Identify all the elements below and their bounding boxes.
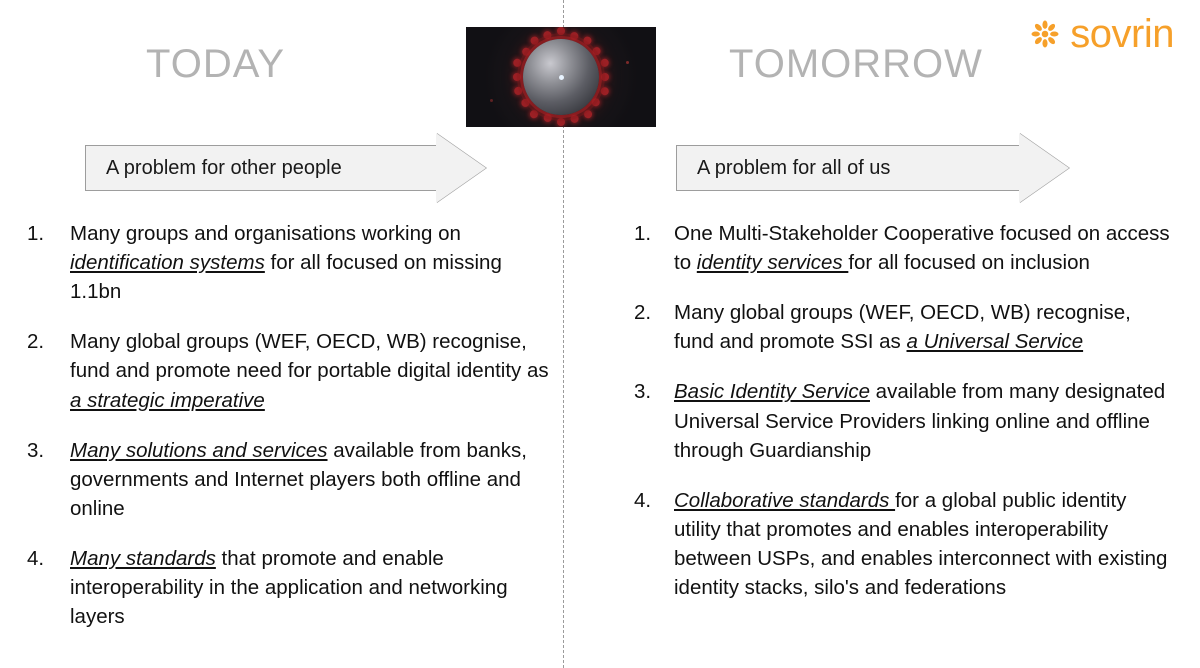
- banner-tomorrow: [676, 133, 1069, 203]
- list-item: [626, 486, 1171, 602]
- list-item-text: Many standards that promote and enable interoperability in the application and networking layers: [70, 546, 508, 629]
- list-item: [22, 436, 552, 523]
- banner-tomorrow-label: A problem for all of us: [676, 145, 1020, 191]
- list-item-number: 3.: [27, 438, 45, 462]
- list-item-number: 1.: [634, 222, 652, 245]
- coronavirus-particle-image: [466, 27, 656, 127]
- arrow-head-icon: [1019, 133, 1069, 203]
- arrow-head-icon: [436, 133, 486, 203]
- list-item-text: Many solutions and services available from banks, governments and Internet players both offline and online: [70, 438, 527, 520]
- list-item-text: Many global groups (WEF, OECD, WB) recognise, fund and promote SSI as a Universal Service: [674, 301, 1131, 354]
- list-item-number: 2.: [634, 301, 652, 325]
- list-item-text: Many groups and organisations working on identification systems for all focused on missing 1.1bn: [70, 222, 502, 304]
- list-item-text: Basic Identity Service available from many designated Universal Service Providers linking online and offline through Guardianship: [674, 380, 1166, 462]
- list-item: [22, 219, 552, 306]
- list-today: [22, 219, 552, 652]
- list-item-number: 3.: [634, 380, 652, 404]
- list-item-number: 2.: [27, 330, 45, 354]
- heading-today: TODAY: [146, 42, 286, 86]
- list-item-text: Many global groups (WEF, OECD, WB) recognise, fund and promote need for portable digital identity as a strategic imperative: [70, 330, 549, 412]
- list-item-text: One Multi-Stakeholder Cooperative focused on access to identity services for all focused on inclusion: [674, 222, 1170, 275]
- brand-logo: [1030, 14, 1174, 54]
- heading-tomorrow: TOMORROW: [729, 42, 983, 86]
- list-item-text: Collaborative standards for a global public identity utility that promotes and enables interoperability between USPs, and enables interconnect with existing identity stacks, silo's and federations: [674, 488, 1168, 600]
- list-item: [626, 219, 1171, 277]
- sovrin-flower-icon: [1030, 19, 1060, 49]
- list-item-number: 4.: [27, 546, 45, 570]
- banner-today: [85, 133, 486, 203]
- list-item: [626, 377, 1171, 464]
- list-item: [626, 298, 1171, 356]
- list-item: [22, 544, 552, 631]
- banner-today-label: A problem for other people: [85, 145, 437, 191]
- list-item-number: 4.: [634, 488, 652, 512]
- brand-name: sovrin: [1070, 12, 1174, 56]
- list-item: [22, 327, 552, 414]
- list-item-number: 1.: [27, 222, 45, 245]
- list-tomorrow: [626, 219, 1171, 623]
